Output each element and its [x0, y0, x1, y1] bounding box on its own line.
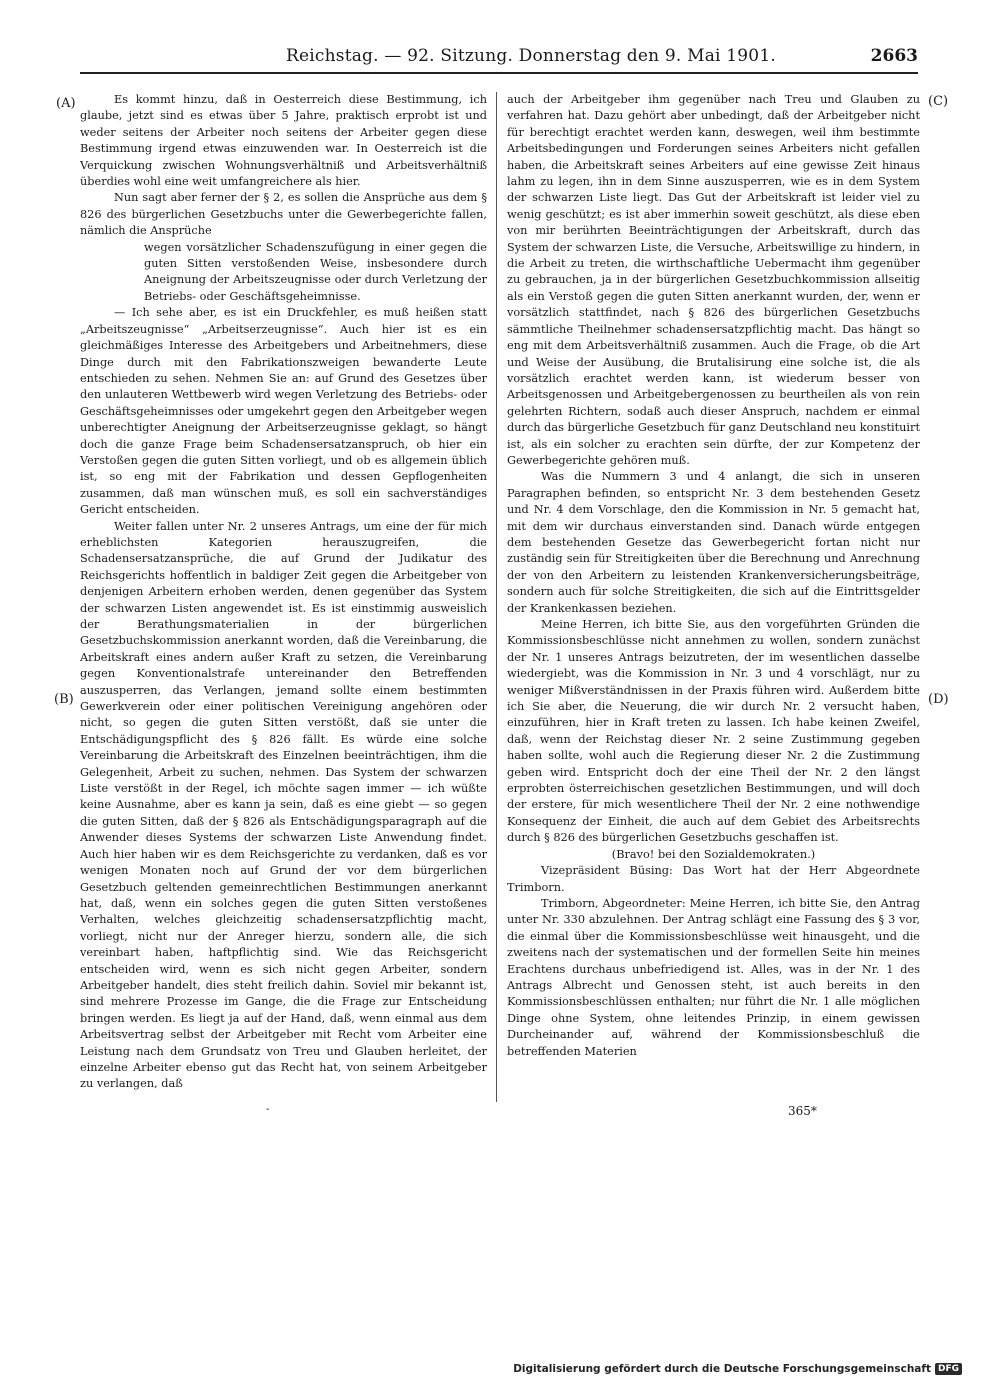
dfg-logo: DFG	[935, 1363, 962, 1375]
paragraph: auch der Arbeitgeber ihm gegenüber nach Treu und Glauben zu verfahren hat. Dazu gehört aber unbedingt, daß der Arbeitgeber nicht für berechtigt erachtet werden kann, deswegen, weil ihm bestimmte Arbeitsbedingungen und Forderungen seines Arbeiters nicht gefallen haben, die Arbeitskraft seines Arbeiters auf eine gewisse Zeit hinaus lahm zu legen, ihn in dem Sinne auszusperren, wie es in dem System der schwarzen Liste liegt. Das Gut der Arbeitskraft ist leider viel zu wenig geschützt; es ist aber immerhin soweit geschützt, als diese eben von mir berührten Beeinträchtigungen der Arbeitskraft, durch das System der schwarzen Liste, die Versuche, Arbeitswillige zu hindern, in die Arbeit zu treten, die wirthschaftliche Uebermacht ihm gegenüber zu gebrauchen, ja in der bürgerlichen Gesetzbuchkommission allseitig als ein Verstoß gegen die guten Sitten anerkannt wurden, der, wenn er vorsätzlich stattfindet, nach § 826 des bürgerlichen Gesetzbuchs sämmtliche Theilnehmer schadensersatzpflichtig macht. Das hängt so eng mit dem Arbeitsverhältniß zusammen. Auch die Frage, ob die Art und Weise der Ausübung, die Brutalisirung eine solche ist, die als vorsätzlich erachtet werden kann, ist wiederum besser von Arbeitsgenossen und Arbeitgebergenossen zu beurtheilen als von rein gelehrten Richtern, sodaß auch dieser Anspruch, nachdem er einmal durch das bürgerliche Gesetzbuch für ganz Deutschland neu konstituirt ist, als ein solcher zu erachten sein dürfte, der zur Kompetenz der Gewerbegerichte gehören muß.	[507, 93, 920, 467]
margin-marker-c: (C)	[928, 94, 949, 109]
margin-marker-a: (A)	[56, 96, 76, 111]
paragraph: Weiter fallen unter Nr. 2 unseres Antrags, um eine der für mich erheblichsten Kategorien herauszugreifen, die Schadensersatzansprüche, die auf Grund der Judikatur des Reichsgerichts hoffentlich in baldiger Zeit gegen die Arbeitgeber von denjenigen Arbeitern erhoben werden, denen gegenüber das System der schwarzen Listen angewendet ist. Es ist einstimmig ausweislich der Berathungsmaterialien in der bürgerlichen Gesetzbuchskommission anerkannt worden, daß die Vereinbarung, die Arbeitskraft eines andern außer Kraft zu setzen, die Vereinbarung gegen Konventionalstrafe untereinander den Betreffenden auszusperren, das Verlangen, jemand sollte einem bestimmten Gewerkverein oder einer politischen Vereinigung angehören oder nicht, so gegen die guten Sitten verstößt, daß sie unter die Entschädigungspflicht des § 826 fällt. Es würde eine solche Vereinbarung die Arbeitskraft des Einzelnen beeinträchtigen, ihm die Gelegenheit, Arbeit zu suchen, nehmen. Das System der schwarzen Liste verstößt in der Regel, ich möchte sagen immer — ich wüßte keine Ausnahme, aber es kann ja sein, daß es eine giebt — so gegen die guten Sitten, daß der § 826 als Entschädigungsparagraph auf die Anwender dieses Systems der schwarzen Liste Anwendung findet. Auch hier haben wir es dem Reichsgerichte zu verdanken, daß es vor wenigen Monaten noch auf Grund der vor dem bürgerlichen Gesetzbuch geltenden gemeinrechtlichen Bestimmungen anerkannt hat, daß, wenn ein solches gegen die guten Sitten verstoßenes Verhalten, welches gleichzeitig schadensersatzpflichtig macht, vorliegt, nicht nur der Anreger hierzu, sondern alle, die sich vereinbart haben, haftpflichtig sind. Wie das Reichsgericht entscheiden wird, wenn es sich nicht gegen Arbeiter, sondern Arbeitgeber handelt, dies steht freilich dahin. Soviel mir bekannt ist, sind mehrere Prozesse im Gange, die die Frage zur Entscheidung bringen werden. Es liegt ja auf der Hand, daß, wenn einmal aus dem Arbeitsvertrag selbst der Arbeitgeber mit Recht vom Arbeiter eine Leistung nach dem Grundsatz von Treu und Glauben herleitet, der einzelne Arbeiter ebenso gut das Recht hat, von seinem Arbeitgeber zu verlangen, daß	[80, 519, 487, 1091]
footer-text: Digitalisierung gefördert durch die Deutsche Forschungsgemeinschaft	[513, 1363, 931, 1375]
page-number: 2663	[870, 46, 918, 66]
paragraph: Trimborn, Abgeordneter: Meine Herren, ich bitte Sie, den Antrag unter Nr. 330 abzulehnen. Der Antrag schlägt eine Fassung des § 3 vor, die einmal über die Kommissionsbeschlüsse weit hinausgeht, und die zweitens nach der systematischen und der formellen Seite hin meines Erachtens durchaus unbefriedigend ist. Alles, was in der Nr. 1 des Antrags Albrecht und Genossen steht, ist auch bereits in den Kommissionsbeschlüssen enthalten; nur führt die Nr. 1 alle möglichen Dinge ohne System, ohne leitendes Prinzip, in einem gewissen Durcheinander auf, während der Kommissionsbeschluß die betreffenden Materien	[507, 896, 920, 1058]
running-title: Reichstag. — 92. Sitzung. Donnerstag den 9. Mai 1901.	[286, 46, 776, 66]
footer-credit	[513, 1363, 962, 1375]
left-column	[80, 92, 487, 1093]
paragraph: — Ich sehe aber, es ist ein Druckfehler, es muß heißen statt „Arbeitszeugnisse“ „Arbeitserzeugnisse“. Auch hier ist es ein gleichmäßiges Interesse des Arbeitgebers und Arbeitnehmers, diese Dinge durch mit den Fabrikationszweigen bewanderte Leute entschieden zu sehen. Nehmen Sie an: auf Grund des Gesetzes über den unlauteren Wettbewerb wird wegen Verletzung des Betriebs- oder Geschäftsgeheimnisses oder umgekehrt gegen den Arbeitgeber wegen unberechtigter Aneignung der Arbeitserzeugnisse geklagt, so hängt doch die ganze Frage beim Schadensersatzanspruch, ob hier ein Verstoßen gegen die guten Sitten vorliegt, und ob es allgemein üblich ist, so eng mit der Fabrikation und dessen Gepflogenheiten zusammen, daß man wünschen muß, es soll ein sachverständiges Gericht entscheiden.	[80, 306, 487, 517]
paragraph: Was die Nummern 3 und 4 anlangt, die sich in unseren Paragraphen befinden, so entspricht Nr. 3 dem bestehenden Gesetz und Nr. 4 dem Vorschlage, den die Kommission in Nr. 5 gemacht hat, mit dem wir durchaus einverstanden sind. Danach würde entgegen dem bestehenden Gesetze das Gewerbegericht fortan nicht nur zuständig sein für Streitigkeiten über die Berechnung und Anrechnung der von den Arbeitern zu leistenden Krankenversicherungsbeiträge, sondern auch für solche Streitigkeiten, die sich auf die Eintrittsgelder der Krankenkassen beziehen.	[507, 470, 920, 615]
stray-mark: -	[266, 1104, 270, 1115]
paragraph: Es kommt hinzu, daß in Oesterreich diese Bestimmung, ich glaube, jetzt sind es etwas über 5 Jahre, praktisch erprobt ist und weder seitens der Arbeiter noch seitens der Arbeiter gegen diese Bestimmung irgend etwas einzuwenden war. In Oesterreich ist die Verquickung zwischen Wohnungsverhältniß und Arbeitsverhältniß überdies wohl eine weit umfangreichere als hier.	[80, 93, 487, 189]
paragraph: wegen vorsätzlicher Schadenszufügung in einer gegen die guten Sitten verstoßenden Weise, insbesondere durch Aneignung der Arbeitszeugnisse oder durch Verletzung der Betriebs- oder Geschäftsgeheimnisse.	[144, 240, 487, 303]
paragraph: (Bravo! bei den Sozialdemokraten.)	[611, 847, 816, 861]
paragraph: Vizepräsident Büsing: Das Wort hat der Herr Abgeordnete Trimborn.	[507, 864, 920, 894]
paragraph: Nun sagt aber ferner der § 2, es sollen die Ansprüche aus dem § 826 des bürgerlichen Gesetzbuchs unter die Gewerbegerichte fallen, nämlich die Ansprüche	[80, 191, 487, 238]
page-header	[0, 46, 1000, 70]
margin-marker-b: (B)	[54, 692, 74, 707]
printer-signature: 365*	[788, 1104, 817, 1118]
margin-marker-d: (D)	[928, 692, 949, 707]
paragraph: Meine Herren, ich bitte Sie, aus den vorgeführten Gründen die Kommissionsbeschlüsse nicht annehmen zu wollen, sondern zunächst der Nr. 1 unseres Antrags beizutreten, der im wesentlichen dasselbe wiedergiebt, was die Kommission in Nr. 3 und 4 vorschlägt, nur zu weniger Mißverständnissen in der Praxis führen wird. Außerdem bitte ich Sie aber, die Neuerung, die wir durch Nr. 2 versucht haben, einzuführen, hier in Kraft treten zu lassen. Ich habe keinen Zweifel, daß, wenn der Reichstag dieser Nr. 2 seine Zustimmung gegeben haben sollte, wohl auch die Regierung dieser Nr. 2 die Zustimmung geben wird. Entspricht doch der eine Theil der Nr. 2 den längst erprobten österreichischen gesetzlichen Bestimmungen, und will doch der erstere, für mich wesentlichere Theil der Nr. 2 eine nothwendige Konsequenz der Einheit, die auch auf dem Gebiet des Arbeitsrechts durch § 826 des bürgerlichen Gesetzbuchs geschaffen ist.	[507, 618, 920, 845]
column-divider	[496, 92, 497, 1102]
header-rule	[80, 72, 918, 74]
right-column	[507, 92, 920, 1060]
